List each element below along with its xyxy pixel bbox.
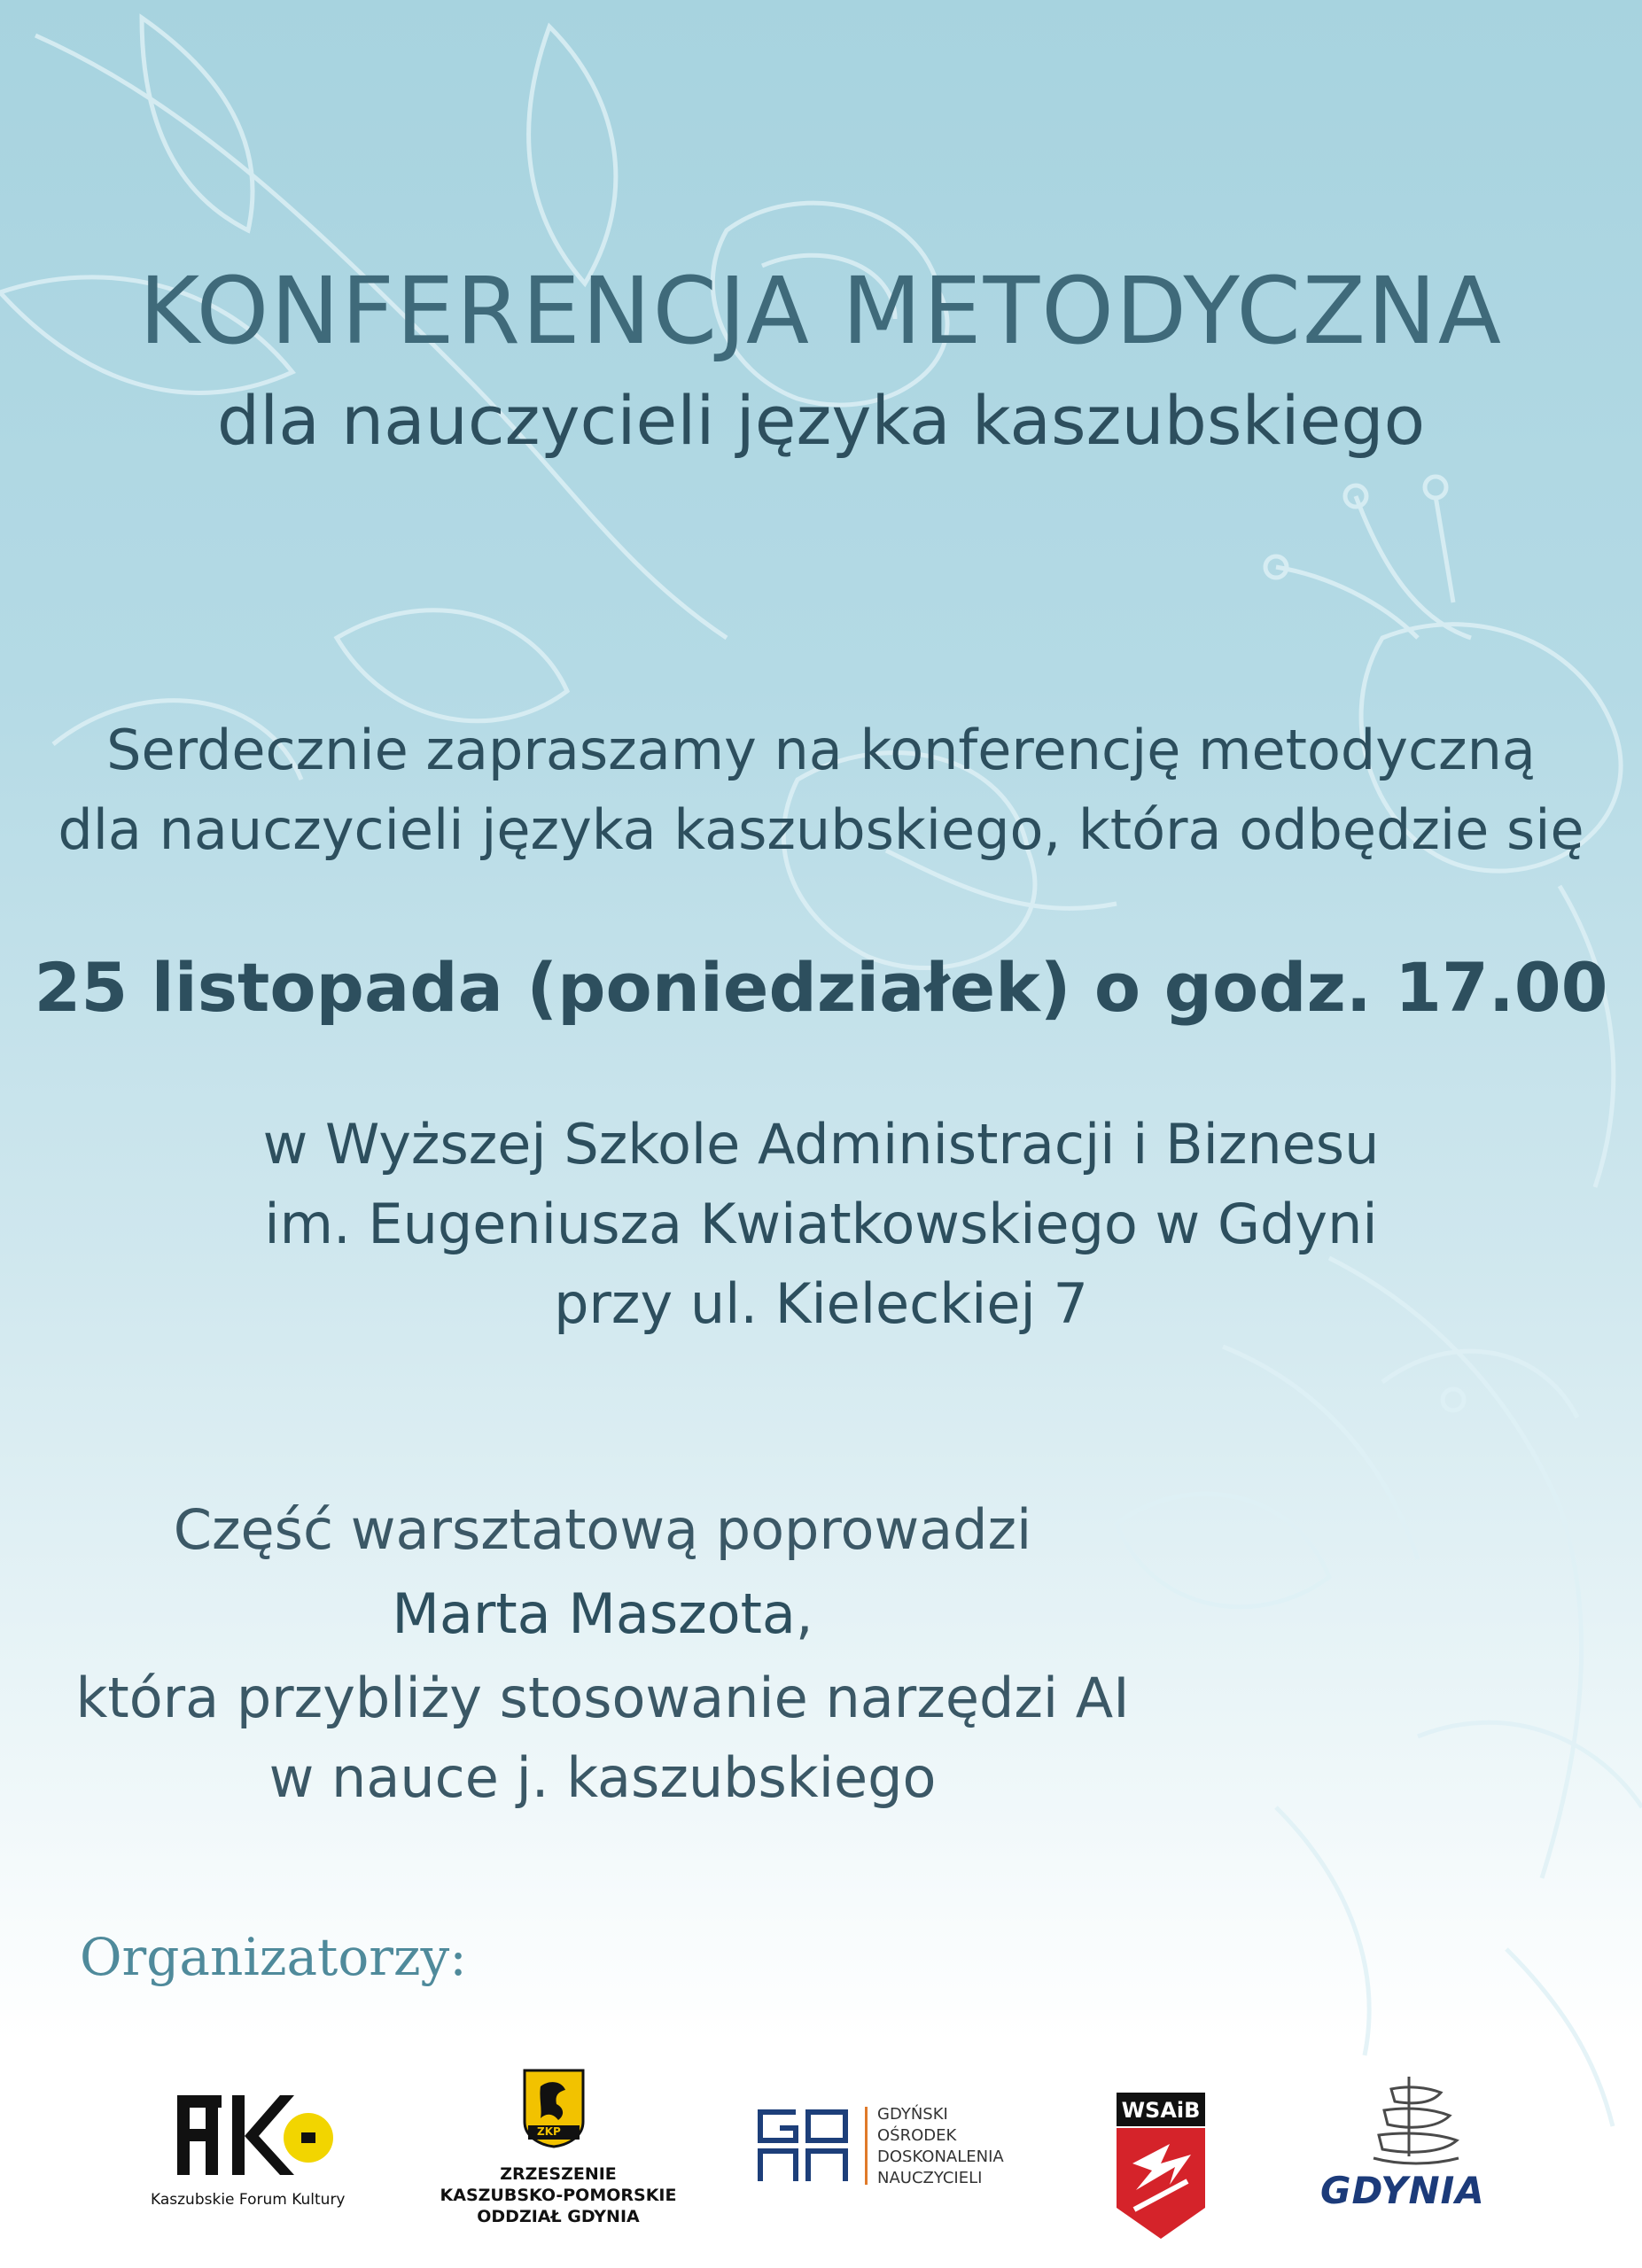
- workshop-line-3: która przybliży stosowanie narzędzi AI: [75, 1666, 1130, 1730]
- wsaib-emblem-icon: [1117, 2128, 1205, 2239]
- logo-wsaib: [1117, 2093, 1205, 2239]
- logo-fkk: [151, 2078, 354, 2210]
- wsaib-label: WSAiB: [1121, 2098, 1201, 2123]
- godn-line-1: GDYŃSKI: [877, 2105, 948, 2124]
- godn-line-2: OŚRODEK: [877, 2126, 957, 2145]
- fkk-mark-icon: [151, 2078, 354, 2193]
- logo-zkp: [434, 2069, 682, 2237]
- gdynia-label: GDYNIA: [1320, 2169, 1485, 2212]
- workshop-leader-suffix: ,: [795, 1581, 813, 1646]
- venue-line-1: w Wyższej Szkole Administracji i Biznesu: [262, 1112, 1380, 1177]
- venue-line-3: przy ul. Kieleckiej 7: [554, 1271, 1088, 1336]
- intro-line-1: Serdecznie zapraszamy na konferencję metodyczną: [106, 718, 1536, 782]
- zkp-caption-3: ODDZIAŁ GDYNIA: [477, 2207, 640, 2226]
- zkp-badge: ZKP: [537, 2125, 561, 2138]
- fkk-caption: Kaszubskie Forum Kultury: [151, 2191, 346, 2209]
- logo-gdynia: [1311, 2073, 1506, 2215]
- venue-line-2: im. Eugeniusza Kwiatkowskiego w Gdyni: [264, 1192, 1378, 1256]
- page-title: KONFERENCJA METODYCZNA: [139, 257, 1503, 365]
- workshop-line-1: Część warsztatową poprowadzi: [173, 1497, 1032, 1562]
- godn-line-4: NAUCZYCIELI: [877, 2169, 983, 2187]
- godn-divider: [865, 2107, 868, 2185]
- workshop-line-4: w nauce j. kaszubskiego: [268, 1745, 937, 1810]
- zkp-caption-2: KASZUBSKO-POMORSKIE: [440, 2186, 677, 2205]
- godn-mark-icon: [753, 2105, 860, 2185]
- workshop-leader: Marta Maszota: [392, 1581, 796, 1646]
- logo-godn: [753, 2100, 1037, 2197]
- organizers-label: Organizatorzy:: [80, 1927, 467, 1987]
- sailing-ship-icon: [1365, 2073, 1462, 2171]
- page-subtitle: dla nauczycieli języka kaszubskiego: [216, 381, 1426, 460]
- godn-line-3: DOSKONALENIA: [877, 2148, 1004, 2166]
- intro-line-2: dla nauczycieli języka kaszubskiego, która odbędzie się: [58, 797, 1584, 862]
- zkp-caption-1: ZRZESZENIE: [500, 2164, 617, 2184]
- workshop-leader-line: [27, 1581, 1179, 1646]
- event-date: 25 listopada (poniedziałek) o godz. 17.00: [34, 948, 1608, 1027]
